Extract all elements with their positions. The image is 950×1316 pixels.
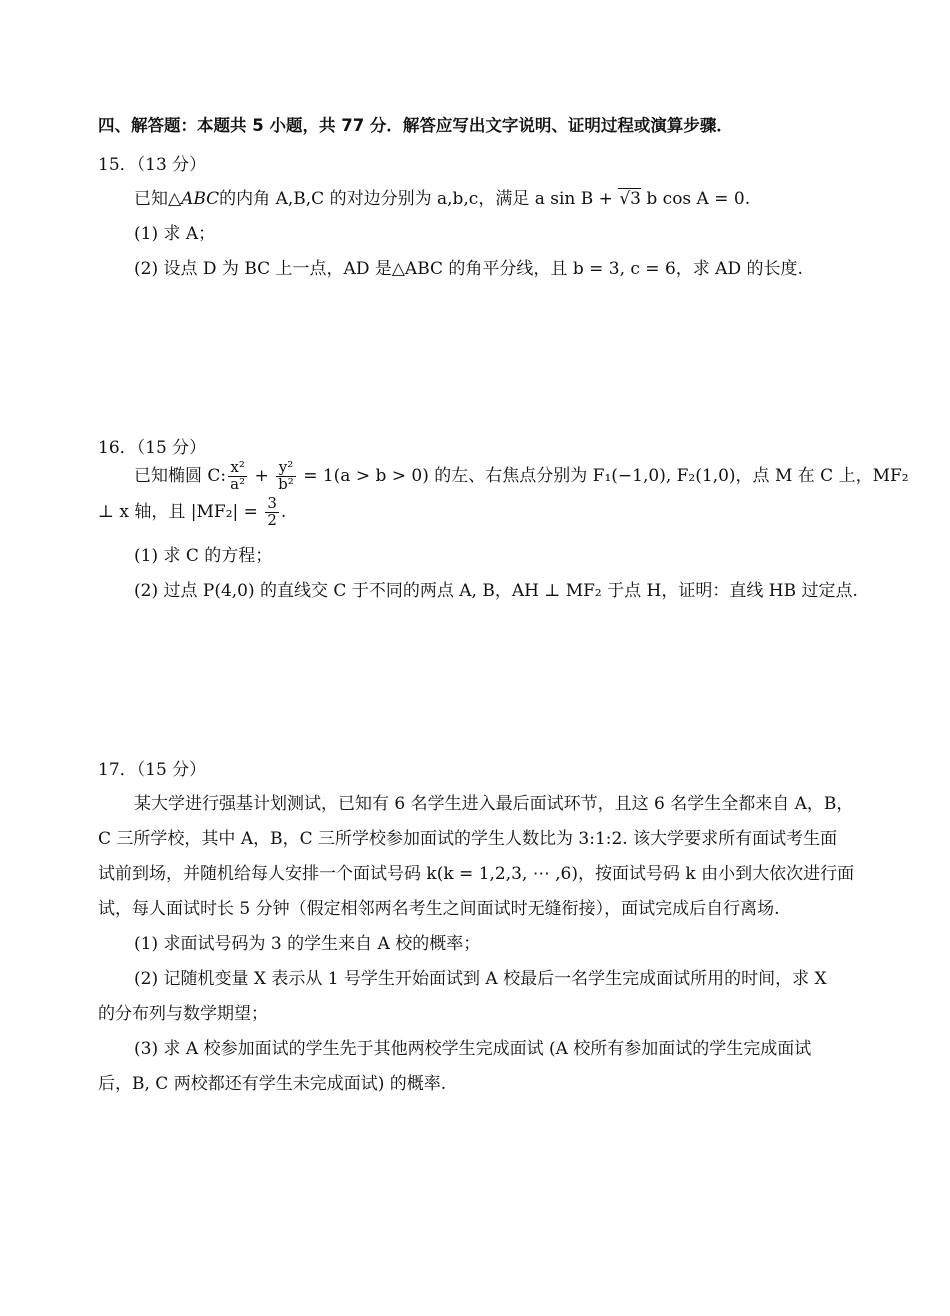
q17-stem-line4: 试，每人面试时长 5 分钟（假定相邻两名考生之间面试时无缝衔接），面试完成后自行离场. <box>98 899 780 919</box>
q17-stem-line2: C 三所学校，其中 A，B，C 三所学校参加面试的学生人数比为 3:1:2. 该大学要求所有面试考生面 <box>98 829 838 849</box>
q15-stem <box>134 184 750 209</box>
q17-heading: 17．（15 分） <box>98 760 207 780</box>
q15-stem-e: b cos A = 0. <box>646 189 751 209</box>
q17-part2-line1: (2) 记随机变量 X 表示从 1 号学生开始面试到 A 校最后一名学生完成面试所用的时间，求 X <box>134 969 827 989</box>
q16-frac-x-num: x² <box>228 460 247 477</box>
q16-heading: 16．（15 分） <box>98 438 207 458</box>
q17-stem-line1: 某大学进行强基计划测试，已知有 6 名学生进入最后面试环节，且这 6 名学生全都来自 A，B， <box>134 794 854 814</box>
q16-stem-c: ⊥ x 轴，且 |MF₂| = <box>98 501 258 522</box>
q15-part1: (1) 求 A； <box>134 224 216 244</box>
q16-stem-a: 已知椭圆 C: <box>134 465 227 486</box>
q16-plus: + <box>254 465 269 486</box>
q15-sqrt3: √3 <box>619 189 641 209</box>
q16-frac-3-2 <box>265 496 279 529</box>
q15-stem-a: 已知△ <box>134 189 182 209</box>
q16-stem-line1 <box>134 460 909 493</box>
q15-stem-b: ABC <box>181 189 220 209</box>
q16-part2: (2) 过点 P(4,0) 的直线交 C 于不同的两点 A, B，AH ⊥ MF₂ 于点 H，证明：直线 HB 过定点. <box>134 581 858 601</box>
q17-part3-line2: 后，B, C 两校都还有学生未完成面试) 的概率. <box>98 1074 447 1094</box>
q16-stem-line2 <box>98 496 286 529</box>
section-title: 四、解答题：本题共 5 小题，共 77 分．解答应写出文字说明、证明过程或演算步骤． <box>98 116 733 135</box>
q16-frac-x-den: a² <box>230 474 246 493</box>
q16-frac-y-den: b² <box>278 474 294 493</box>
q16-stem-d: . <box>280 501 287 522</box>
q15-part2: (2) 设点 D 为 BC 上一点，AD 是△ABC 的角平分线，且 b = 3, c = 6，求 AD 的长度. <box>134 259 803 279</box>
q16-frac-3-2-num: 3 <box>267 494 277 512</box>
q16-stem-b: = 1(a > b > 0) 的左、右焦点分别为 F₁(−1,0), F₂(1,0)，点 M 在 C 上，MF₂ <box>303 465 909 486</box>
q16-frac-3-2-den: 2 <box>267 510 277 529</box>
q16-frac-y <box>276 460 296 493</box>
q15-stem-c: 的内角 A,B,C 的对边分别为 a,b,c，满足 a sin B + <box>219 189 613 209</box>
q17-part2-line2: 的分布列与数学期望； <box>98 1004 268 1024</box>
q16-frac-x <box>228 460 247 493</box>
q17-stem-line3: 试前到场，并随机给每人安排一个面试号码 k(k = 1,2,3, ⋯ ,6)，按面试号码 k 由小到大依次进行面 <box>98 864 855 884</box>
q17-part1: (1) 求面试号码为 3 的学生来自 A 校的概率； <box>134 934 481 954</box>
q17-part3-line1: (3) 求 A 校参加面试的学生先于其他两校学生完成面试 (A 校所有参加面试的学生完成面试 <box>134 1039 812 1059</box>
q16-part1: (1) 求 C 的方程； <box>134 546 273 566</box>
q16-frac-y-num: y² <box>276 460 296 477</box>
q15-heading: 15．（13 分） <box>98 155 207 175</box>
